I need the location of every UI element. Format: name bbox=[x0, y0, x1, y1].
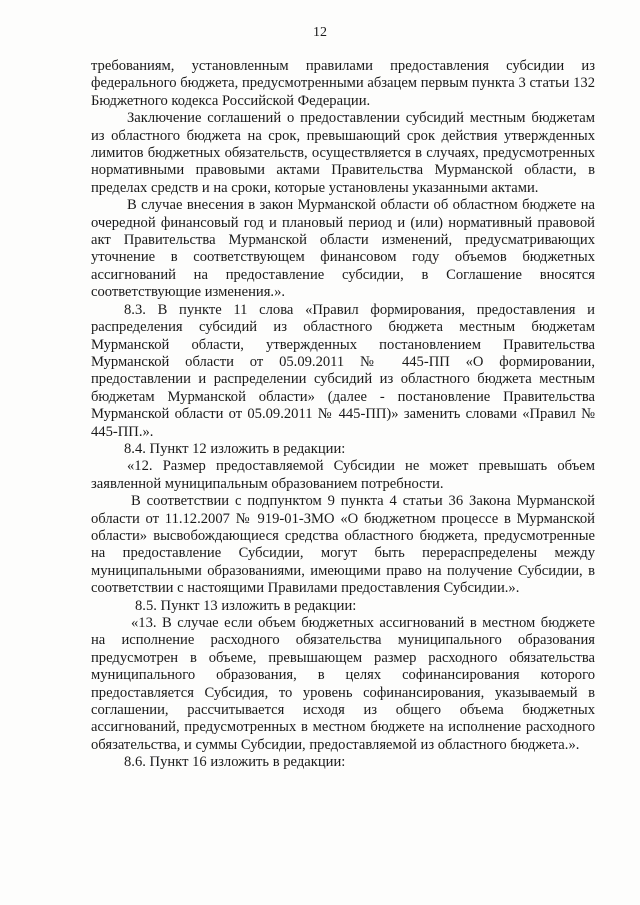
paragraph-item-8-5: 8.5. Пункт 13 изложить в редакции: bbox=[135, 597, 357, 614]
paragraph-item-8-6: 8.6. Пункт 16 изложить в редакции: bbox=[124, 754, 346, 771]
paragraph-budget-amendments: В случае внесения в закон Мурманской области об областном бюджете на очередной финансовый год и плановый период и (или) нормативный правовой акт Правительства Мурманской области изменений, предусматривающих уточнение в соответствующем финансовом году объемов бюджетных ассигнований на предоставление субсидии, в Соглашение вносятся соответствующие изменения.». bbox=[91, 197, 595, 301]
document-body bbox=[91, 58, 595, 772]
paragraph-item-8-3: 8.3. В пункте 11 слова «Правил формирования, предоставления и распределения субсидий из областного бюджета местным бюджетам Мурманской области, утвержденных постановлением Правительства Мурманской области от 05.09.2011 № 445-ПП «О формировании, предоставлении и распределении субсидий из областного бюджета местным бюджетам Мурманской области» (далее - постановление Правительства Мурманской области от 05.09.2011 № 445-ПП)» заменить словами «Правил № 445-ПП.». bbox=[91, 301, 595, 440]
page-number: 12 bbox=[313, 25, 327, 40]
paragraph-clause-12-redistribution: В соответствии с подпунктом 9 пункта 4 статьи 36 Закона Мурманской области от 11.12.2007 № 919-01-ЗМО «О бюджетном процессе в Мурманской области» высвобождающиеся средства областного бюджета, предусмотренные на предоставление Субсидии, могут быть перераспределены между муниципальными образованиями, имеющими право на получение Субсидии, в соответствии с настоящими Правилами предоставления Субсидии.». bbox=[91, 493, 595, 597]
paragraph-item-8-4: 8.4. Пункт 12 изложить в редакции: bbox=[124, 440, 346, 457]
paragraph-continuation: требованиям, установленным правилами предоставления субсидии из федерального бюджета, предусмотренными абзацем первым пункта 3 статьи 132 Бюджетного кодекса Российской Федерации. bbox=[91, 58, 595, 109]
paragraph-clause-12: «12. Размер предоставляемой Субсидии не может превышать объем заявленной муниципальным образованием потребности. bbox=[91, 458, 595, 492]
paragraph-agreements-term: Заключение соглашений о предоставлении субсидий местным бюджетам из областного бюджета на срок, превышающий срок действия утвержденных лимитов бюджетных обязательств, осуществляется в случаях, предусмотренных нормативными правовыми актами Правительства Мурманской области, в пределах средств и на сроки, которые установлены указанными актами. bbox=[91, 110, 595, 196]
paragraph-clause-13: «13. В случае если объем бюджетных ассигнований в местном бюджете на исполнение расходного обязательства муниципального образования предусмотрен в объеме, превышающем размер расходного обязательства муниципального образования, в целях софинансирования которого предоставляется Субсидия, то уровень софинансирования, указываемый в соглашении, рассчитывается исходя из общего объема бюджетных ассигнований, предусмотренных в местном бюджете на исполнение расходного обязательства, и суммы Субсидии, предоставляемой из областного бюджета.». bbox=[91, 615, 595, 753]
